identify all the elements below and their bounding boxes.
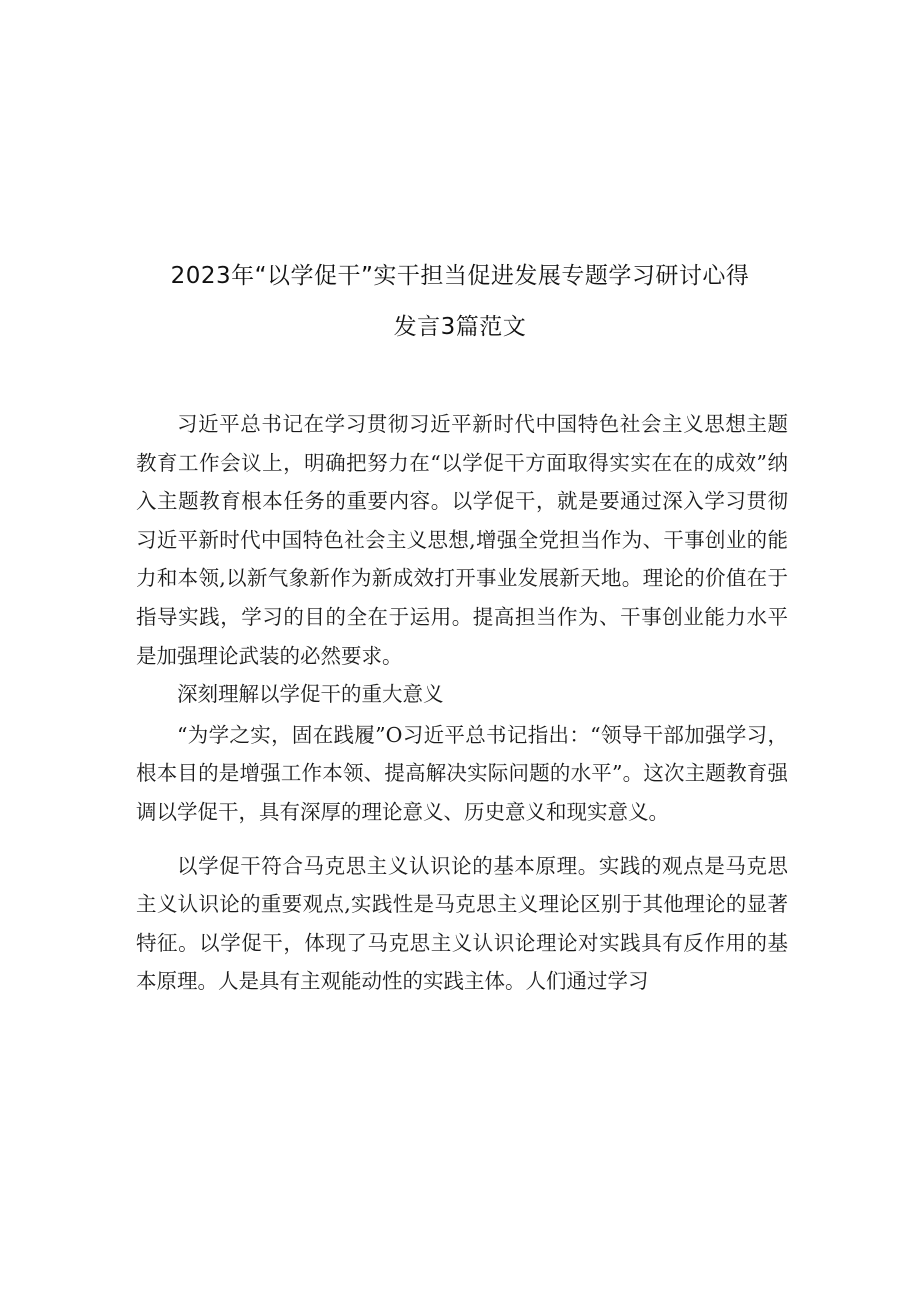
document-title-line-2: 发言3篇范文 (393, 314, 527, 340)
document-title-line-1: 2023年“以学促干”实干担当促进发展专题学习研讨心得 (170, 263, 750, 289)
section-heading: 深刻理解以学促干的重大意义 (177, 682, 444, 707)
body-paragraph-theory: 以学促干符合马克思主义认识论的基本原理。实践的观点是马克思主义认识论的重要观点,实践性是马克思主义理论区别于其他理论的显著特征。以学促干，体现了马克思主义认识论理论对实践具有反作用的基本原理。人是具有主观能动性的实践主体。人们通过学习 (136, 853, 788, 994)
body-paragraph-intro: 习近平总书记在学习贯彻习近平新时代中国特色社会主义思想主题教育工作会议上，明确把努力在“以学促干方面取得实实在在的成效”纳入主题教育根本任务的重要内容。以学促干，就是要通过深入学习贯彻习近平新时代中国特色社会主义思想,增强全党担当作为、干事创业的能力和本领,以新气象新作为新成效打开事业发展新天地。理论的价值在于指导实践，学习的目的全在于运用。提高担当作为、干事创业能力水平是加强理论武装的必然要求。 (136, 412, 788, 668)
document-body (136, 405, 788, 1001)
body-paragraph-quote: “为学之实，固在践履”O习近平总书记指出：“领导干部加强学习，根本目的是增强工作本领、提高解决实际问题的水平”。这次主题教育强调以学促干，具有深厚的理论意义、历史意义和现实意义。 (136, 722, 788, 824)
